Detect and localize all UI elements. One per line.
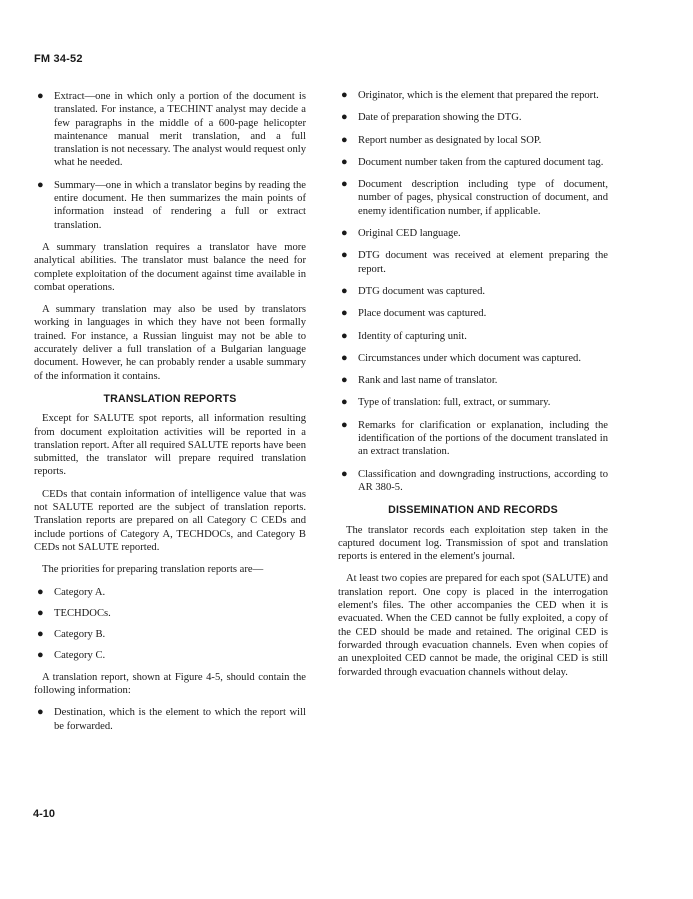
bullet-icon: ● xyxy=(37,606,44,619)
list-item: ● Document description including type of document, number of pages, physical construction of document, and enemy identification number, if applicable. xyxy=(341,178,608,217)
bullet-icon: ● xyxy=(37,178,44,191)
list-item: ● Original CED language. xyxy=(341,227,461,240)
bullet-icon: ● xyxy=(37,628,44,641)
list-item: ● TECHDOCs. xyxy=(37,606,111,619)
body-paragraph: CEDs that contain information of intelligence value that was not SALUTE reported are the subject of translation reports. Translation reports are prepared on all Category C CEDs and include portions of Category A, TECHDOCs, and Category B CEDs not SALUTE reported. xyxy=(34,488,306,553)
bullet-icon: ● xyxy=(341,396,348,409)
list-item: ● Circumstances under which document was captured. xyxy=(341,351,581,364)
bullet-icon: ● xyxy=(37,585,44,598)
body-paragraph: A translation report, shown at Figure 4-5, should contain the following information: xyxy=(34,671,306,696)
list-item: ● Category A. xyxy=(37,585,106,598)
list-item: ● Category C. xyxy=(37,649,106,662)
section-heading-translation-reports: TRANSLATION REPORTS xyxy=(103,392,237,405)
list-item: ● Category B. xyxy=(37,628,106,641)
document-code-header: FM 34-52 xyxy=(34,53,83,65)
bullet-icon: ● xyxy=(341,374,348,387)
bullet-icon: ● xyxy=(341,418,348,431)
bullet-icon: ● xyxy=(341,467,348,480)
bullet-icon: ● xyxy=(341,284,348,297)
list-item: ● Identity of capturing unit. xyxy=(341,329,467,342)
priority-list xyxy=(34,586,306,663)
bullet-icon: ● xyxy=(341,329,348,342)
body-paragraph: The translator records each exploitation step taken in the captured document log. Transmission of spot and translation reports is entered in the element's journal. xyxy=(338,524,608,563)
list-item: ● Remarks for clarification or explanation, including the identification of the portions of the document translated in an extract translation. xyxy=(341,418,608,458)
section-heading-dissemination-and-records: DISSEMINATION AND RECORDS xyxy=(388,504,558,517)
bullet-icon: ● xyxy=(37,706,44,719)
bullet-icon: ● xyxy=(341,133,348,146)
right-column xyxy=(338,89,608,688)
list-item: ● Type of translation: full, extract, or summary. xyxy=(341,396,551,409)
page-number: 4-10 xyxy=(33,808,56,820)
bullet-icon: ● xyxy=(341,249,348,262)
bullet-icon: ● xyxy=(341,351,348,364)
list-item: ● Destination, which is the element to which the report will be forwarded. xyxy=(37,706,306,732)
list-item: ● Rank and last name of translator. xyxy=(341,374,498,387)
list-item: ● DTG document was received at element preparing the report. xyxy=(341,249,608,275)
bullet-icon: ● xyxy=(341,111,348,124)
bullet-icon: ● xyxy=(37,649,44,662)
list-item: ● Report number as designated by local SOP. xyxy=(341,133,542,146)
list-item: ● Document number taken from the captured document tag. xyxy=(341,155,604,168)
bullet-icon: ● xyxy=(341,227,348,240)
body-paragraph: Except for SALUTE spot reports, all information resulting from document exploitation activities will be reported in a translation report. After all required SALUTE reports have been submitted, the translator will prepare required translation reports. xyxy=(34,413,306,478)
body-paragraph: At least two copies are prepared for each spot (SALUTE) and translation report. One copy is placed in the interrogation element's files. The other accompanies the CED when it is evacuated. When the CED cannot be fully exploited, a copy of the CED should be made and retained. The original CED is forwarded through evacuation channels. Even when copies of an unexploited CED cannot be made, the original CED is still forwarded through evacuation channels without delay. xyxy=(338,573,608,678)
bullet-icon: ● xyxy=(341,307,348,320)
bullet-icon: ● xyxy=(341,178,348,191)
body-paragraph: The priorities for preparing translation reports are— xyxy=(42,564,264,576)
left-column xyxy=(34,90,306,742)
list-item: ● Classification and downgrading instructions, according to AR 380-5. xyxy=(341,467,608,493)
list-item: ● Extract—one in which only a portion of the document is translated. For instance, a TECHINT analyst may decide a few paragraphs in the middle of a 600-page helicopter maintenance manual merit translation, and a full translation is not necessary. The analyst would request only what he needed. xyxy=(37,90,306,169)
body-paragraph: A summary translation may also be used by translators working in languages in which they have not been formally trained. For instance, a Russian linguist may not be able to accurately deliver a full translation of a Bulgarian language document. However, he can probably render a usable summary of the information it contains. xyxy=(34,304,306,382)
body-paragraph: A summary translation requires a translator have more analytical abilities. The translator must balance the need for complete exploitation of the document against time available in combat operations. xyxy=(34,241,306,293)
list-item: ● Summary—one in which a translator begins by reading the entire document. He then summarizes the main points of information instead of rendering a full or extract translation. xyxy=(37,178,306,231)
bullet-icon: ● xyxy=(37,90,44,102)
list-item: ● DTG document was captured. xyxy=(341,284,486,297)
list-item: ● Date of preparation showing the DTG. xyxy=(341,111,522,124)
bullet-icon: ● xyxy=(341,89,348,101)
list-item: ● Place document was captured. xyxy=(341,307,487,320)
list-item: ● Originator, which is the element that prepared the report. xyxy=(341,89,599,101)
bullet-icon: ● xyxy=(341,155,348,168)
